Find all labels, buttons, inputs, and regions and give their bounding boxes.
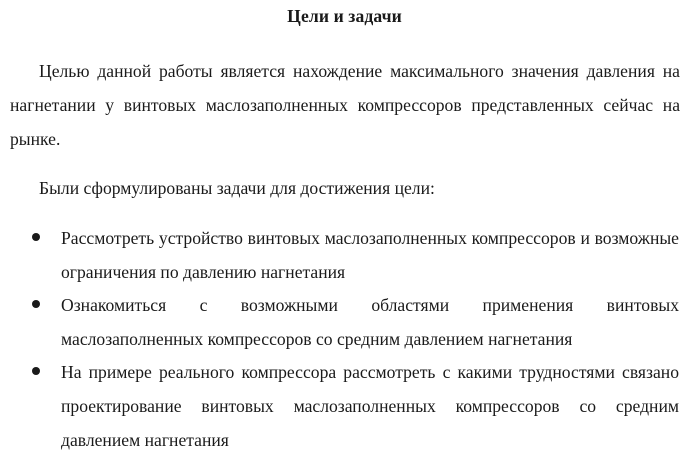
task-text: Ознакомиться с возможными областями применения винтовых маслозаполненных компрессоров со средним давлением нагнетания: [61, 295, 679, 349]
task-list: [0, 221, 689, 457]
bullet-icon: [32, 300, 40, 308]
bullet-icon: [32, 367, 40, 375]
tasks-intro-paragraph: Были сформулированы задачи для достижения цели:: [39, 178, 435, 198]
task-list-item: [0, 221, 679, 289]
task-text: На примере реального компрессора рассмотреть с какими трудностями связано проектирование винтовых маслозаполненных компрессоров со средним давлением нагнетания: [61, 362, 679, 450]
task-list-item: [0, 355, 679, 457]
task-list-item: [0, 288, 679, 356]
task-text: Рассмотреть устройство винтовых маслозаполненных компрессоров и возможные ограничения по давлению нагнетания: [61, 228, 679, 282]
bullet-icon: [32, 233, 40, 241]
goal-paragraph: Целью данной работы является нахождение максимального значения давления на нагнетании у винтовых маслозаполненных компрессоров представленных сейчас на рынке.: [10, 61, 680, 149]
page-title: Цели и задачи: [287, 6, 402, 26]
